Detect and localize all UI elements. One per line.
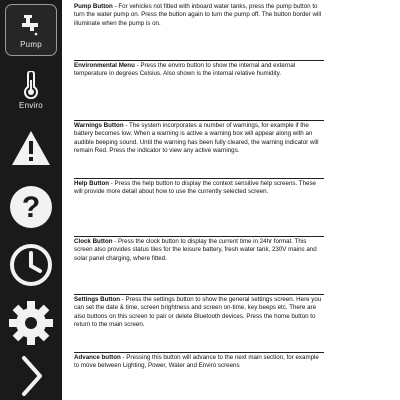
section-body: - Press the clock button to display the current time in 24hr format. This screen also provides status tiles for the leisure battery, fresh water tank, 230V mains and solar panel charging, where fitted.	[74, 238, 317, 262]
enviro-button[interactable]	[0, 62, 62, 118]
tap-icon	[18, 12, 44, 38]
help-button[interactable]	[0, 178, 62, 236]
section-title: Pump Button	[74, 3, 113, 10]
pump-label: Pump	[20, 39, 42, 49]
thermometer-icon	[20, 71, 42, 99]
section-title: Settings Button	[74, 296, 121, 303]
svg-text:?: ?	[21, 191, 41, 224]
gear-icon	[8, 300, 54, 346]
section-body: - For vehicles not fitted with inboard water tanks, press the pump button to turn the water pump on. Press the button again to turn the pump off. The button border will illuminate when the pump is on.	[74, 3, 322, 27]
section-title: Environmental Menu	[74, 62, 135, 69]
clock-description	[74, 236, 324, 263]
section-title: Help Button	[74, 180, 110, 187]
clock-button[interactable]	[0, 236, 62, 294]
section-body: - Press the help button to display the context sensitive help screens. These will provide more detail about how to use the currently selected screen.	[74, 180, 317, 196]
settings-description	[74, 294, 324, 330]
section-body: - Press the settings button to show the general settings screen. Here you can set the date & time, screen brightness and screen on-time, key beeps etc. There are also buttons on this screen to pair or delete Bluetooth devices. Press the home button to return to the main screen.	[74, 296, 322, 329]
settings-button[interactable]	[0, 294, 62, 352]
section-title: Advance button	[74, 354, 121, 361]
warnings-button[interactable]	[0, 118, 62, 178]
pump-description	[74, 2, 324, 28]
pump-button[interactable]	[5, 4, 57, 56]
clock-icon	[9, 243, 53, 287]
help-description	[74, 178, 324, 197]
help-icon	[9, 185, 53, 229]
advance-description	[74, 352, 324, 371]
icon-column	[0, 0, 62, 400]
section-body: - Press the enviro button to show the internal and external temperature in degrees Celsius. Also shown is the internal relative humidity.	[74, 62, 296, 78]
warning-icon	[10, 129, 52, 167]
advance-button[interactable]	[0, 352, 62, 400]
section-title: Warnings Button	[74, 122, 124, 129]
section-title: Clock Button	[74, 238, 113, 245]
section-body: - The system incorporates a number of warnings, for example if the battery becomes low. When a warning is active a warning box will appear along with an audible beeping sound. Until the warning has been fully cleared, the warning indicator will remain Red. Press the indicator to view any active warnings.	[74, 122, 319, 155]
chevron-right-icon	[16, 354, 46, 398]
warnings-description	[74, 120, 324, 156]
section-body: - Pressing this button will advance to the next main section, for example to move between Lighting, Power, Water and Enviro screens	[74, 354, 319, 370]
enviro-label: Enviro	[19, 100, 43, 110]
enviro-description	[74, 60, 324, 79]
